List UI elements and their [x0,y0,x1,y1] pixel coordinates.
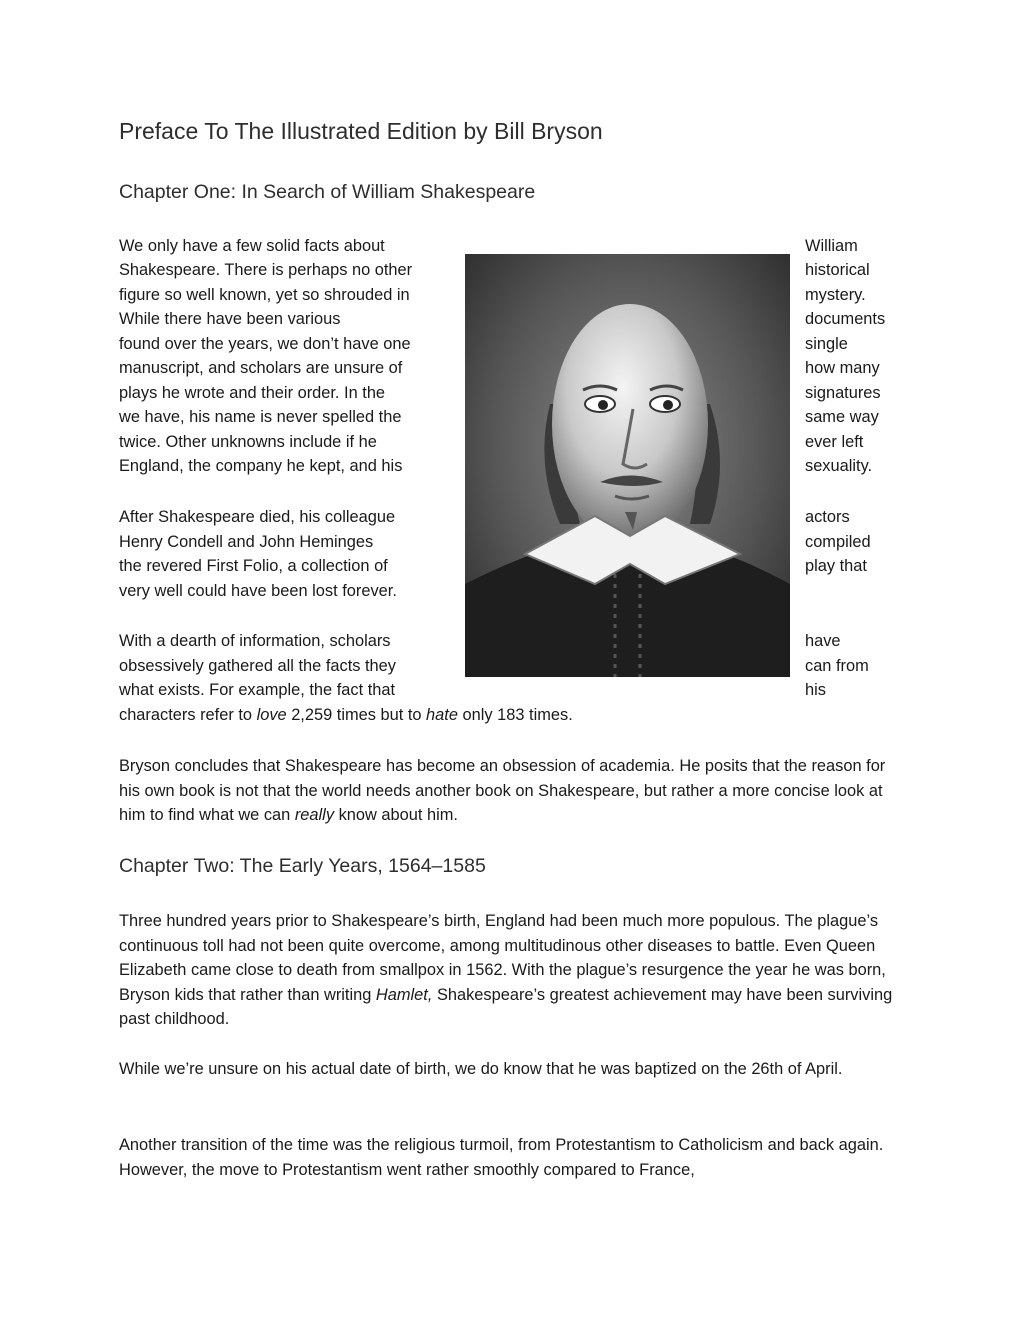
text-line: very well could have been lost forever. [119,582,397,600]
text-line: signatures [805,384,881,402]
text-span: Three hundred years prior to Shakespeare’s birth, England had been much more populous. The plague’s continuous toll had not been quite overcome, among multitudinous other diseases to battle. Even Queen Elizabeth came close to death from smallpox in 1562. With the plague’s resurgence the year he was born, Bryson kids that rather than writing [119,912,886,1004]
text-line: how many [805,359,880,377]
text-line: After Shakespeare died, his colleague [119,508,396,526]
text-span: Shakespeare’s greatest achievement may have been surviving past childhood. [119,985,893,1028]
text-line: found over the years, we don’t have one [119,335,411,353]
emphasis: love [256,706,287,724]
text-span: characters refer to [119,706,257,724]
text-line: documents [805,310,886,328]
paragraph [119,909,909,1032]
text-line: plays he wrote and their order. In the [119,384,386,402]
text-line: actors [805,508,850,526]
text-line: We only have a few solid facts about [119,237,385,255]
text-line: single [805,335,848,353]
chapter-one-heading: Chapter One: In Search of William Shakespeare [119,181,536,203]
text-span: Bryson concludes that Shakespeare has become an obsession of academia. He posits that the reason for his own book is not that the world needs another book on Shakespeare, but rather a more concise look at him to find what we can [119,757,886,824]
text-line: sexuality. [805,457,873,475]
text-line: we have, his name is never spelled the [119,408,402,426]
portrait-illustration [465,254,790,677]
emphasis: hate [426,706,458,724]
text-line: While there have been various [119,310,341,328]
text-line: can from [805,657,869,675]
text-line: twice. Other unknowns include if he [119,433,377,451]
text-span: only 183 times. [457,706,573,724]
text-span: know about him. [334,806,458,824]
text-line: same way [805,408,879,426]
chapter-two-heading: Chapter Two: The Early Years, 1564–1585 [119,855,486,877]
text-line: Shakespeare. There is perhaps no other [119,261,413,279]
text-line: the revered First Folio, a collection of [119,557,388,575]
text-line: manuscript, and scholars are unsure of [119,359,403,377]
text-line: his [805,681,826,699]
emphasis: Hamlet, [375,985,433,1004]
text-line: play that [805,557,867,575]
text-line: mystery. [805,286,866,304]
paragraph: While we’re unsure on his actual date of birth, we do know that he was baptized on the 26th of April. [119,1060,843,1078]
text-line: have [805,632,841,650]
text-line: figure so well known, yet so shrouded in [119,286,410,304]
shakespeare-portrait-image [465,254,790,677]
paragraph: Another transition of the time was the religious turmoil, from Protestantism to Catholicism and back again. However, the move to Protestantism went rather smoothly compared to France, [119,1136,884,1179]
text-span: 2,259 times but to [286,706,427,724]
page-title: Preface To The Illustrated Edition by Bill Bryson [119,118,603,144]
text-line: historical [805,261,870,279]
text-line: compiled [805,533,871,551]
emphasis: really [294,806,335,824]
text-line: With a dearth of information, scholars [119,632,391,650]
text-line: ever left [805,433,864,451]
paragraph [119,754,909,828]
text-line [119,703,573,727]
text-line: William [805,237,858,255]
text-line: England, the company he kept, and his [119,457,403,475]
text-line: Henry Condell and John Heminges [119,533,374,551]
text-line: what exists. For example, the fact that [119,681,396,699]
text-line: obsessively gathered all the facts they [119,657,396,675]
